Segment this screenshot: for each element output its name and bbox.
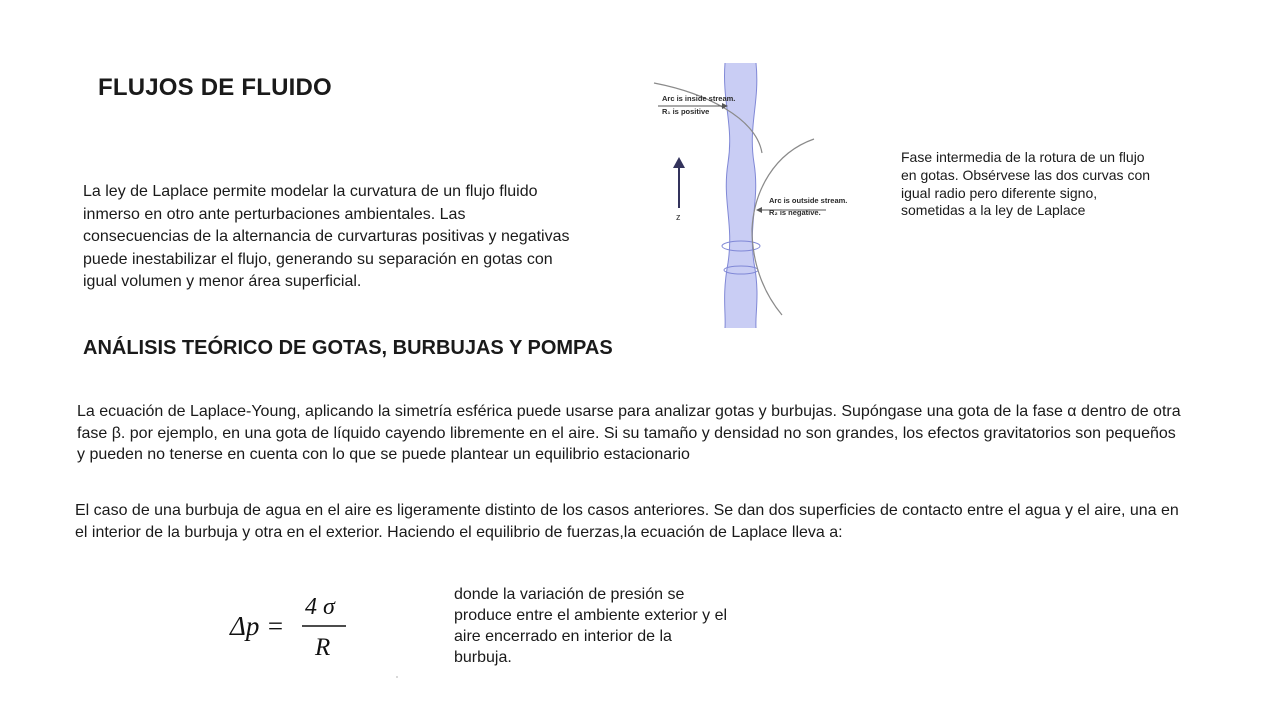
inside-label-line1: Arc is inside stream. xyxy=(662,94,736,103)
stream-breakup-figure xyxy=(646,63,884,328)
paragraph-burbuja: El caso de una burbuja de agua en el aire es ligeramente distinto de los casos anteriores. Se dan dos superficies de contacto entre el agua y el aire, una en el interior de la burbuja y otra en el exterior. Haciendo el equilibrio de fuerzas,la ecuación de Laplace lleva a: xyxy=(75,502,1179,541)
z-axis-label: z xyxy=(676,212,681,222)
paragraph-ley-de-laplace: La ley de Laplace permite modelar la curvatura de un flujo fluido inmerso en otro ante perturbaciones ambientales. Las consecuencias de la alternancia de curvarturas positivas y negativas puede inestabilizar el flujo, generando su separación en gotas con igual volumen y menor área superficial. xyxy=(83,183,570,290)
formula-numerator: 4 σ xyxy=(305,594,335,620)
title-flujos-de-fluido: FLUJOS DE FLUIDO xyxy=(98,74,332,101)
paragraph-laplace-young: La ecuación de Laplace-Young, aplicando la simetría esférica puede usarse para analizar gotas y burbujas. Supóngase una gota de la fase α dentro de otra fase β. por ejemplo, en una gota de líquido cayendo libremente en el aire. Si su tamaño y densidad no son grandes, los efectos gravitatorios son pequeños y pueden no tenerse en cuenta con lo que se puede plantear un equilibrio estacionario xyxy=(77,403,1181,463)
formula-denominator: R xyxy=(315,634,331,660)
formula-lhs: Δp = xyxy=(230,611,285,641)
outside-label-line1: Arc is outside stream. xyxy=(769,196,848,205)
formula-delta-p xyxy=(228,585,353,660)
title-analisis-teorico: ANÁLISIS TEÓRICO DE GOTAS, BURBUJAS Y POMPAS xyxy=(83,337,613,359)
figure-caption: Fase intermedia de la rotura de un flujo en gotas. Obsérvese las dos curvas con igual radio pero diferente signo, sometidas a la ley de Laplace xyxy=(901,149,1151,219)
paragraph-variacion-presion: donde la variación de presión se produce entre el ambiente exterior y el aire encerrado en interior de la burbuja. xyxy=(454,586,728,666)
decorative-dot xyxy=(396,676,398,678)
outside-label-line2: R₂ is negative. xyxy=(769,208,821,217)
inside-label-line2: R₁ is positive xyxy=(662,107,710,116)
